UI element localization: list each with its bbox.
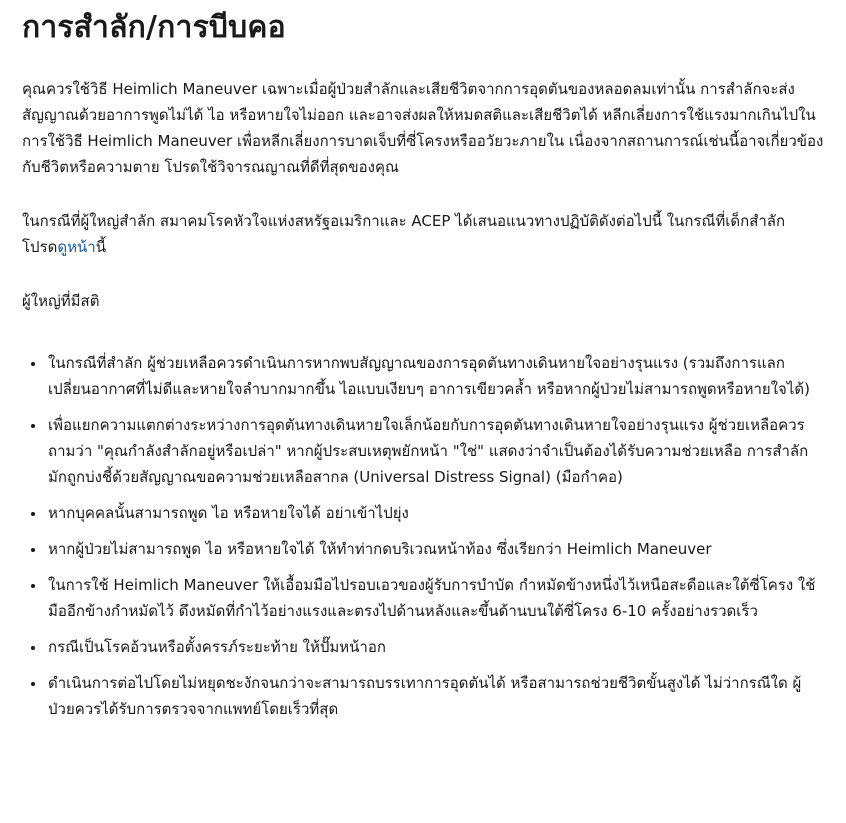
list-item: • เพื่อแยกความแตกต่างระหว่างการอุดตันทางเดินหายใจเล็กน้อยกับการอุดตันทางเดินหายใจอย่างรุนแรง ผู้ช่วยเหลือควรถามว่า "คุณกำลังสำลักอยู่หรือเปล่า" หากผู้ประสบเหตุพยักหน้า "ใช่" แสดงว่าจำเป็นต้องได้รับความช่วยเหลือ การสำลักมักถูกบ่งชี้ด้วยสัญญาณขอความช่วยเหลือสากล (Universal Distress Signal) (มือกำคอ) [46, 412, 824, 490]
intro-paragraph: คุณควรใช้วิธี Heimlich Maneuver เฉพาะเมื่อผู้ป่วยสำลักและเสียชีวิตจากการอุดตันของหลอดลมเท่านั้น การสำลักจะส่งสัญญาณด้วยอาการพูดไม่ได้ ไอ หรือหายใจไม่ออก และอาจส่งผลให้หมดสติและเสียชีวิตได้ หลีกเลี่ยงการใช้แรงมากเกินไปในการใช้วิธี Heimlich Maneuver เพื่อหลีกเลี่ยงการบาดเจ็บที่ซี่โครงหรืออวัยวะภายใน เนื่องจากสถานการณ์เช่นนี้อาจเกี่ยวข้องกับชีวิตหรือความตาย โปรดใช้วิจารณญาณที่ดีที่สุดของคุณ [22, 80, 824, 176]
adults-suffix: นี้ [95, 238, 106, 256]
adults-paragraph [22, 208, 824, 260]
adults-text: ในกรณีที่ผู้ใหญ่สำลัก สมาคมโรคหัวใจแห่งสหรัฐอเมริกาและ ACEP ได้เสนอแนวทางปฏิบัติดังต่อไปนี้ ในกรณีที่เด็กสำลัก โปรด [22, 212, 786, 256]
steps-list [22, 350, 824, 722]
list-item: • ในกรณีที่สำลัก ผู้ช่วยเหลือควรดำเนินการหากพบสัญญาณของการอุดตันทางเดินหายใจอย่างรุนแรง (รวมถึงการแลกเปลี่ยนอากาศที่ไม่ดีและหายใจลำบากมากขึ้น ไอแบบเงียบๆ อาการเขียวคล้ำ หรือหากผู้ป่วยไม่สามารถพูดหรือหายใจได้) [46, 350, 824, 402]
list-item: • กรณีเป็นโรคอ้วนหรือตั้งครรภ์ระยะท้าย ให้ปั๊มหน้าอก [46, 634, 824, 660]
list-item: • หากผู้ป่วยไม่สามารถพูด ไอ หรือหายใจได้ ให้ทำท่ากดบริเวณหน้าท้อง ซึ่งเรียกว่า Heimlich Maneuver [46, 536, 824, 562]
list-item: • หากบุคคลนั้นสามารถพูด ไอ หรือหายใจได้ อย่าเข้าไปยุ่ง [46, 500, 824, 526]
list-item: • ดำเนินการต่อไปโดยไม่หยุดชะงักจนกว่าจะสามารถบรรเทาการอุดตันได้ หรือสามารถช่วยชีวิตขั้นสูงได้ ไม่ว่ากรณีใด ผู้ป่วยควรได้รับการตรวจจากแพทย์โดยเร็วที่สุด [46, 670, 824, 722]
list-item: • ในการใช้ Heimlich Maneuver ให้เอื้อมมือไปรอบเอวของผู้รับการบำบัด กำหมัดข้างหนึ่งไว้เหนือสะดือและใต้ซี่โครง ใช้มืออีกข้างกำหมัดไว้ ดึงหมัดที่กำไว้อย่างแรงและตรงไปด้านหลังและขึ้นด้านบนใต้ซี่โครง 6-10 ครั้งอย่างรวดเร็ว [46, 572, 824, 624]
section-subheading: ผู้ใหญ่ที่มีสติ [22, 292, 100, 310]
page-title: การสำลัก/การบีบคอ [22, 10, 286, 45]
child-choking-link[interactable]: ดูหน้า [57, 238, 96, 256]
